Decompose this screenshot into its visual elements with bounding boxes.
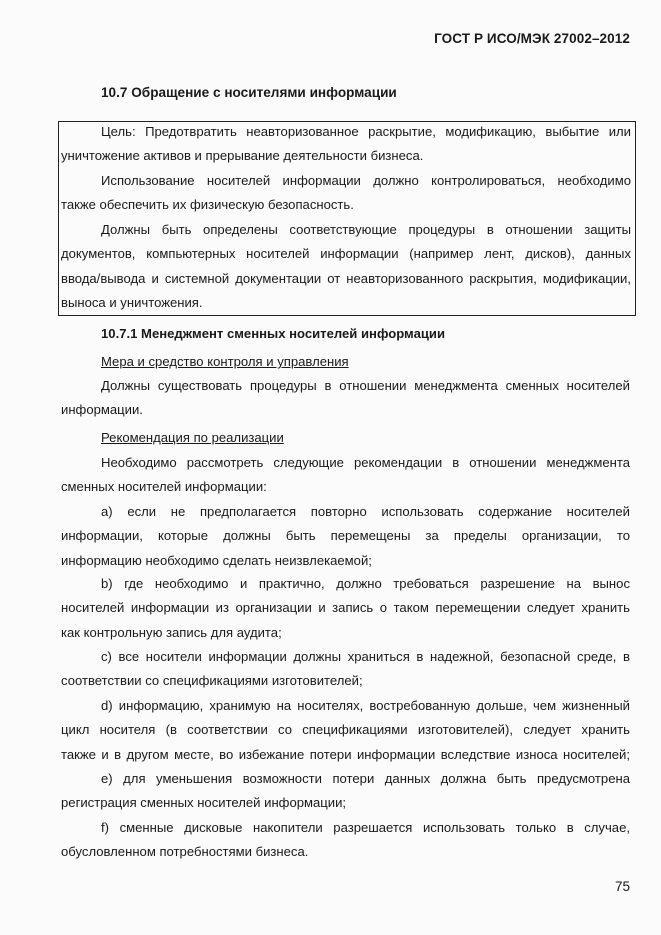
goal-p3-line-1: Должны быть определены соответствующие процедуры в отношении защиты: [101, 222, 631, 237]
section-title: 10.7 Обращение с носителями информации: [101, 85, 397, 100]
goal-p1-line-2: уничтожение активов и прерывание деятельности бизнеса.: [61, 148, 424, 164]
subsection-title: 10.7.1 Менеджмент сменных носителей информации: [101, 326, 445, 341]
goal-paragraph-3: [61, 218, 631, 315]
list-item-a: [61, 500, 630, 573]
goal-paragraph-2: [61, 169, 631, 218]
item-c-line-1: c) все носители информации должны храниться в надежной, безопасной среде, в: [101, 649, 630, 664]
goal-p3-line-4: выноса и уничтожения.: [61, 294, 203, 310]
item-d-line-3: также и в другом месте, во избежание потери информации вследствие износа носителей;: [61, 746, 630, 762]
list-item-f: [61, 816, 630, 865]
guidance-intro-line-1: Необходимо рассмотреть следующие рекомендации в отношении менеджмента: [101, 455, 630, 470]
item-b-line-2: носителей информации из организации и запись о таком перемещении следует хранить: [61, 600, 630, 616]
page-number: 75: [614, 879, 630, 894]
item-e-line-1: e) для уменьшения возможности потери данных должна быть предусмотрена: [101, 771, 630, 786]
goal-p1-line-1: Цель: Предотвратить неавторизованное раскрытие, модификацию, выбытие или: [101, 124, 631, 139]
list-item-c: [61, 645, 630, 694]
goal-p2-line-1: Использование носителей информации должно контролироваться, необходимо: [101, 173, 631, 188]
item-c-line-2: соответствии со спецификациями изготовителей;: [61, 673, 363, 689]
control-text-line-1: Должны существовать процедуры в отношении менеджмента сменных носителей: [101, 378, 630, 393]
item-b-line-3: как контрольную запись для аудита;: [61, 624, 282, 640]
item-d-line-2: цикл носителя (в соответствии со спецификациями изготовителей), следует хранить: [61, 722, 630, 738]
item-b-line-1: b) где необходимо и практично, должно требоваться разрешение на вынос: [101, 576, 630, 591]
goal-p3-line-2: документов, компьютерных носителей информации (например лент, дисков), данных: [61, 246, 631, 262]
list-item-b: [61, 572, 630, 645]
document-header: ГОСТ Р ИСО/МЭК 27002–2012: [434, 31, 630, 46]
guidance-heading-text: Рекомендация по реализации: [101, 430, 284, 445]
guidance-intro: [61, 451, 630, 500]
goal-p3-line-3: ввода/вывода и системной документации от неавторизованного раскрытия, модификации,: [61, 270, 631, 286]
goal-p2-line-2: также обеспечить их физическую безопасность.: [61, 197, 354, 213]
list-item-d: [61, 694, 630, 767]
guidance-intro-line-2: сменных носителей информации:: [61, 479, 267, 495]
item-d-line-1: d) информацию, хранимую на носителях, востребованную дольше, чем жизненный: [101, 698, 630, 713]
item-e-line-2: регистрация сменных носителей информации;: [61, 795, 347, 811]
item-a-line-1: a) если не предполагается повторно использовать содержание носителей: [101, 504, 630, 519]
control-text: [61, 374, 630, 423]
list-item-e: [61, 767, 630, 816]
item-f-line-2: обусловленном потребностями бизнеса.: [61, 844, 309, 860]
control-heading: [101, 350, 349, 374]
goal-paragraph-1: [61, 120, 631, 169]
item-f-line-1: f) сменные дисковые накопители разрешается использовать только в случае,: [101, 820, 630, 835]
guidance-heading: [101, 426, 284, 450]
control-heading-text: Мера и средство контроля и управления: [101, 354, 349, 369]
control-text-line-2: информации.: [61, 402, 143, 418]
item-a-line-2: информации, которые должны быть перемещены за пределы организации, то: [61, 528, 630, 544]
item-a-line-3: информацию необходимо сделать неизвлекаемой;: [61, 552, 372, 568]
